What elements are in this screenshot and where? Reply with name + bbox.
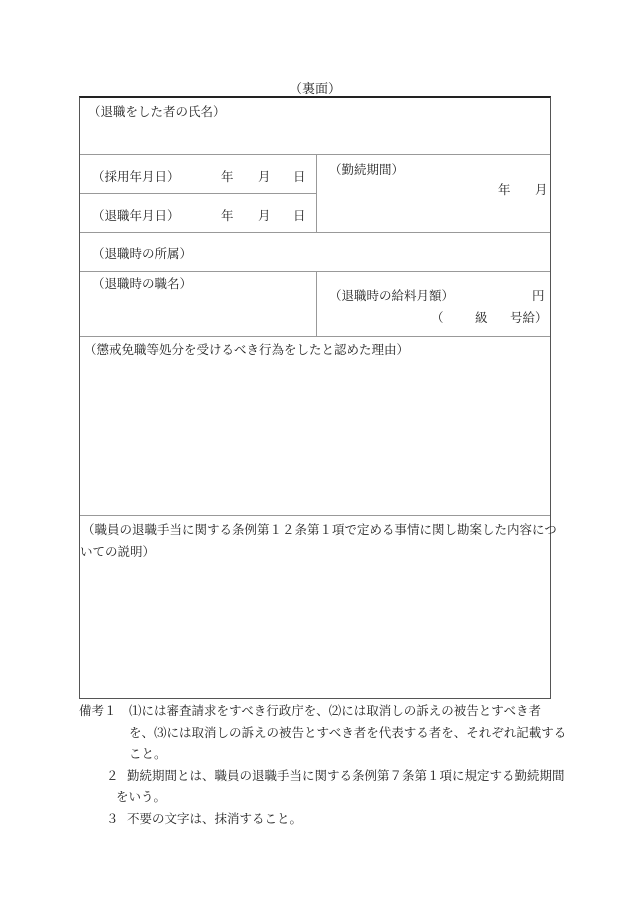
affiliation-label: （退職時の所属） xyxy=(92,246,193,261)
reason-label: （懲戒免職等処分を受けるべき行為をしたと認めた理由） xyxy=(84,342,410,357)
retire-date-label: （退職年月日） xyxy=(92,208,180,223)
service-month-unit: 月 xyxy=(535,182,548,197)
hire-day-unit: 日 xyxy=(293,169,306,184)
note2-line2: をいう。 xyxy=(116,789,167,804)
service-period-label: （勤続期間） xyxy=(329,162,405,177)
salary-grade-unit: 級 xyxy=(475,310,488,325)
explanation-label-line1: （職員の退職手当に関する条例第１２条第１項で定める事情に関し勘案した内容につ xyxy=(82,522,557,537)
note2-number: ２ xyxy=(106,767,119,783)
note1-line1: ⑴には審査請求をすべき行政庁を、⑵には取消しの訴えの被告とすべき者 xyxy=(129,703,542,718)
divider xyxy=(80,232,550,233)
retiree-name-label: （退職をした者の氏名） xyxy=(88,104,226,119)
salary-step-unit: 号給） xyxy=(510,310,548,325)
divider xyxy=(80,193,316,194)
remarks-section xyxy=(79,700,567,829)
retire-month-unit: 月 xyxy=(258,208,271,223)
divider xyxy=(80,271,550,272)
divider xyxy=(80,515,550,516)
explanation-label-line2: いての説明） xyxy=(80,544,156,559)
divider xyxy=(316,271,317,336)
hire-year-unit: 年 xyxy=(221,169,234,184)
retire-day-unit: 日 xyxy=(293,208,306,223)
salary-open-paren: （ xyxy=(431,310,444,325)
divider xyxy=(80,154,550,155)
hire-month-unit: 月 xyxy=(258,169,271,184)
retirement-allowance-form xyxy=(79,96,557,699)
divider xyxy=(80,336,550,337)
note3-number: ３ xyxy=(106,810,119,826)
salary-yen-unit: 円 xyxy=(532,288,545,303)
service-year-unit: 年 xyxy=(498,182,511,197)
retiree-name-field[interactable] xyxy=(80,118,550,152)
salary-label: （退職時の給料月額） xyxy=(329,288,455,303)
hire-date-label: （採用年月日） xyxy=(92,169,180,184)
note1-line2: を、⑶には取消しの訴えの被告とすべき者を代表する者を、それぞれ記載する xyxy=(129,724,567,740)
note2-line1: 勤続期間とは、職員の退職手当に関する条例第７条第１項に規定する勤続期間 xyxy=(127,767,565,783)
position-label: （退職時の職名） xyxy=(92,276,193,291)
explanation-field[interactable] xyxy=(80,560,550,698)
divider xyxy=(316,154,317,232)
note3-line1: 不要の文字は、抹消すること。 xyxy=(127,810,303,826)
page-title: （裏面） xyxy=(288,82,341,97)
note1-line3: こと。 xyxy=(129,746,167,761)
retire-year-unit: 年 xyxy=(221,208,234,223)
reason-field[interactable] xyxy=(80,358,550,513)
remarks-heading: 備考１ xyxy=(79,703,117,718)
